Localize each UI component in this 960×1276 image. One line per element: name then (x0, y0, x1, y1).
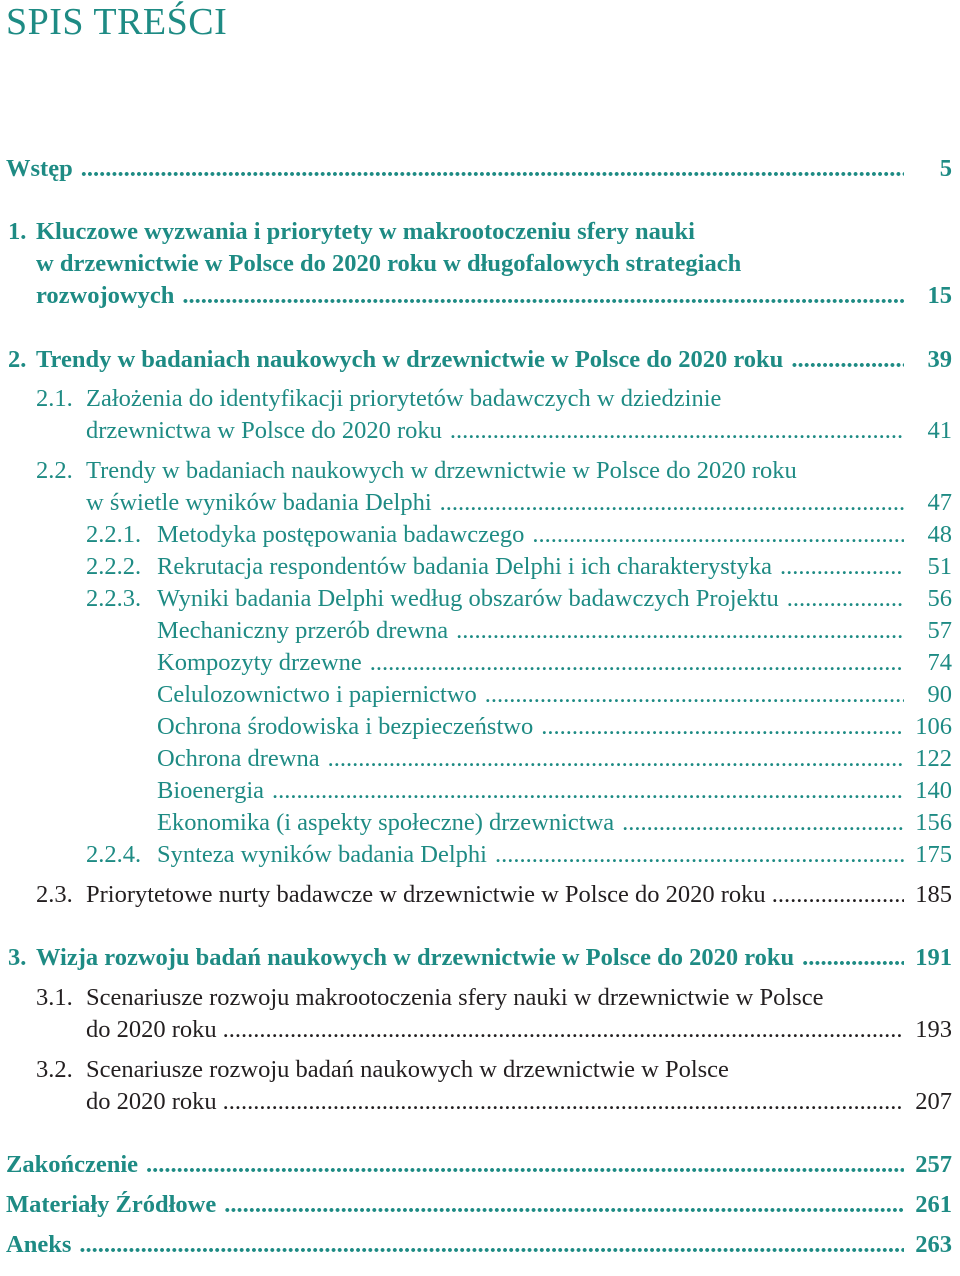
toc-number: 2.3. (36, 881, 73, 908)
toc-entry-wstep[interactable] (0, 153, 960, 185)
dot-leader (328, 743, 904, 775)
toc-number: 3.2. (36, 1056, 73, 1083)
dot-leader (223, 1086, 904, 1118)
toc-entry-a4[interactable] (0, 711, 960, 743)
toc-entry-ch3[interactable] (0, 942, 960, 974)
toc-title: Aneks (6, 1231, 72, 1258)
toc-page-number: 48 (927, 521, 952, 548)
toc-page-number: 47 (927, 489, 952, 516)
toc-title: Ochrona środowiska i bezpieczeństwo (157, 713, 534, 740)
dot-leader (182, 280, 904, 312)
toc-page-number: 156 (915, 809, 952, 836)
toc-title: do 2020 roku (86, 1088, 217, 1115)
toc-number: 2.2.2. (86, 553, 142, 580)
toc-title: Celulozownictwo i papiernictwo (157, 681, 477, 708)
toc-entry-s221[interactable] (0, 519, 960, 551)
toc-page-number: 122 (915, 745, 952, 772)
toc-title: Wstęp (6, 155, 73, 182)
toc-title: Ochrona drewna (157, 745, 320, 772)
dot-leader (802, 942, 904, 974)
toc-title: Materiały Źródłowe (6, 1191, 217, 1218)
toc-title: Zakończenie (6, 1151, 139, 1178)
toc-number: 2.2.1. (86, 521, 142, 548)
toc-entry-s224[interactable] (0, 839, 960, 871)
dot-leader (791, 344, 904, 376)
toc-title: Ekonomika (i aspekty społeczne) drzewnictwa (157, 809, 615, 836)
toc-title: Bioenergia (157, 777, 265, 804)
toc-entry-ch1-l1[interactable] (0, 216, 960, 248)
toc-page-number: 90 (927, 681, 952, 708)
toc-title: Trendy w badaniach naukowych w drzewnictwie w Polsce do 2020 roku (86, 457, 797, 484)
toc-title: Wizja rozwoju badań naukowych w drzewnictwie w Polsce do 2020 roku (36, 944, 795, 971)
toc-entry-s21-l2[interactable] (0, 415, 960, 447)
toc-page-number: 106 (915, 713, 952, 740)
toc-entry-s22-l2[interactable] (0, 487, 960, 519)
toc-page-number: 15 (927, 282, 952, 309)
toc-title: drzewnictwa w Polsce do 2020 roku (86, 417, 442, 444)
toc-title: Synteza wyników badania Delphi (157, 841, 487, 868)
dot-leader (79, 1229, 904, 1261)
toc-number: 3.1. (36, 984, 73, 1011)
toc-page-number: 51 (927, 553, 952, 580)
dot-leader (622, 807, 904, 839)
toc-entry-s21-l1[interactable] (0, 383, 960, 415)
toc-entry-s32-l1[interactable] (0, 1054, 960, 1086)
dot-leader (541, 711, 904, 743)
page-title: SPIS TREŚCI (6, 1, 228, 43)
toc-title: Priorytetowe nurty badawcze w drzewnictwie w Polsce do 2020 roku (86, 881, 766, 908)
toc-entry-ch2[interactable] (0, 344, 960, 376)
toc-title: Założenia do identyfikacji priorytetów badawczych w dziedzinie (86, 385, 722, 412)
toc-number: 1. (8, 218, 27, 245)
dot-leader (370, 647, 904, 679)
toc-page-number: 39 (927, 346, 952, 373)
toc-page-number: 207 (915, 1088, 952, 1115)
toc-entry-s32-l2[interactable] (0, 1086, 960, 1118)
toc-page-number: 41 (927, 417, 952, 444)
toc-page-number: 140 (915, 777, 952, 804)
toc-title: rozwojowych (36, 282, 175, 309)
toc-title: Kluczowe wyzwania i priorytety w makrootoczeniu sfery nauki (36, 218, 695, 245)
toc-page-number: 185 (915, 881, 952, 908)
toc-title: Wyniki badania Delphi według obszarów badawczych Projektu (157, 585, 779, 612)
toc-entry-mat[interactable] (0, 1189, 960, 1221)
toc-page-number: 263 (915, 1231, 952, 1258)
dot-leader (223, 1014, 904, 1046)
toc-page-number: 191 (915, 944, 952, 971)
toc-title: w świetle wyników badania Delphi (86, 489, 432, 516)
toc-entry-a5[interactable] (0, 743, 960, 775)
dot-leader (456, 615, 904, 647)
dot-leader (224, 1189, 904, 1221)
toc-page-number: 57 (927, 617, 952, 644)
toc-page-number: 193 (915, 1016, 952, 1043)
toc-title: w drzewnictwie w Polsce do 2020 roku w długofalowych strategiach (36, 250, 742, 277)
dot-leader (495, 839, 904, 871)
toc-title: Kompozyty drzewne (157, 649, 362, 676)
dot-leader (272, 775, 904, 807)
toc-number: 2. (8, 346, 27, 373)
dot-leader (780, 551, 904, 583)
toc-entry-ch1-l2[interactable] (0, 248, 960, 280)
toc-page-number: 74 (927, 649, 952, 676)
dot-leader (146, 1149, 904, 1181)
dot-leader (485, 679, 904, 711)
toc-number: 2.1. (36, 385, 73, 412)
toc-entry-ch1-l3[interactable] (0, 280, 960, 312)
toc-title: Metodyka postępowania badawczego (157, 521, 525, 548)
dot-leader (532, 519, 904, 551)
toc-title: Scenariusze rozwoju makrootoczenia sfery nauki w drzewnictwie w Polsce (86, 984, 824, 1011)
toc-entry-a3[interactable] (0, 679, 960, 711)
toc-entry-a2[interactable] (0, 647, 960, 679)
toc-entry-s222[interactable] (0, 551, 960, 583)
toc-number: 2.2.3. (86, 585, 142, 612)
toc-entry-s23[interactable] (0, 879, 960, 911)
toc-page-number: 261 (915, 1191, 952, 1218)
toc-entry-s22-l1[interactable] (0, 455, 960, 487)
dot-leader (450, 415, 904, 447)
toc-entry-a7[interactable] (0, 807, 960, 839)
dot-leader (787, 583, 904, 615)
dot-leader (772, 879, 904, 911)
toc-page-number: 175 (915, 841, 952, 868)
toc-entry-a1[interactable] (0, 615, 960, 647)
dot-leader (81, 153, 904, 185)
toc-title: Mechaniczny przerób drewna (157, 617, 449, 644)
toc-entry-a6[interactable] (0, 775, 960, 807)
toc-page-number: 56 (927, 585, 952, 612)
toc-title: Trendy w badaniach naukowych w drzewnictwie w Polsce do 2020 roku (36, 346, 784, 373)
toc-title: Scenariusze rozwoju badań naukowych w drzewnictwie w Polsce (86, 1056, 729, 1083)
toc-number: 2.2.4. (86, 841, 142, 868)
toc-title: do 2020 roku (86, 1016, 217, 1043)
toc-page-number: 257 (915, 1151, 952, 1178)
dot-leader (440, 487, 904, 519)
toc-title: Rekrutacja respondentów badania Delphi i ich charakterystyka (157, 553, 772, 580)
toc-entry-s223[interactable] (0, 583, 960, 615)
toc-entry-s31-l2[interactable] (0, 1014, 960, 1046)
toc-page-number: 5 (939, 155, 952, 182)
toc-entry-s31-l1[interactable] (0, 982, 960, 1014)
toc-number: 3. (8, 944, 27, 971)
toc-entry-aneks[interactable] (0, 1229, 960, 1261)
toc-entry-zak[interactable] (0, 1149, 960, 1181)
toc-number: 2.2. (36, 457, 73, 484)
